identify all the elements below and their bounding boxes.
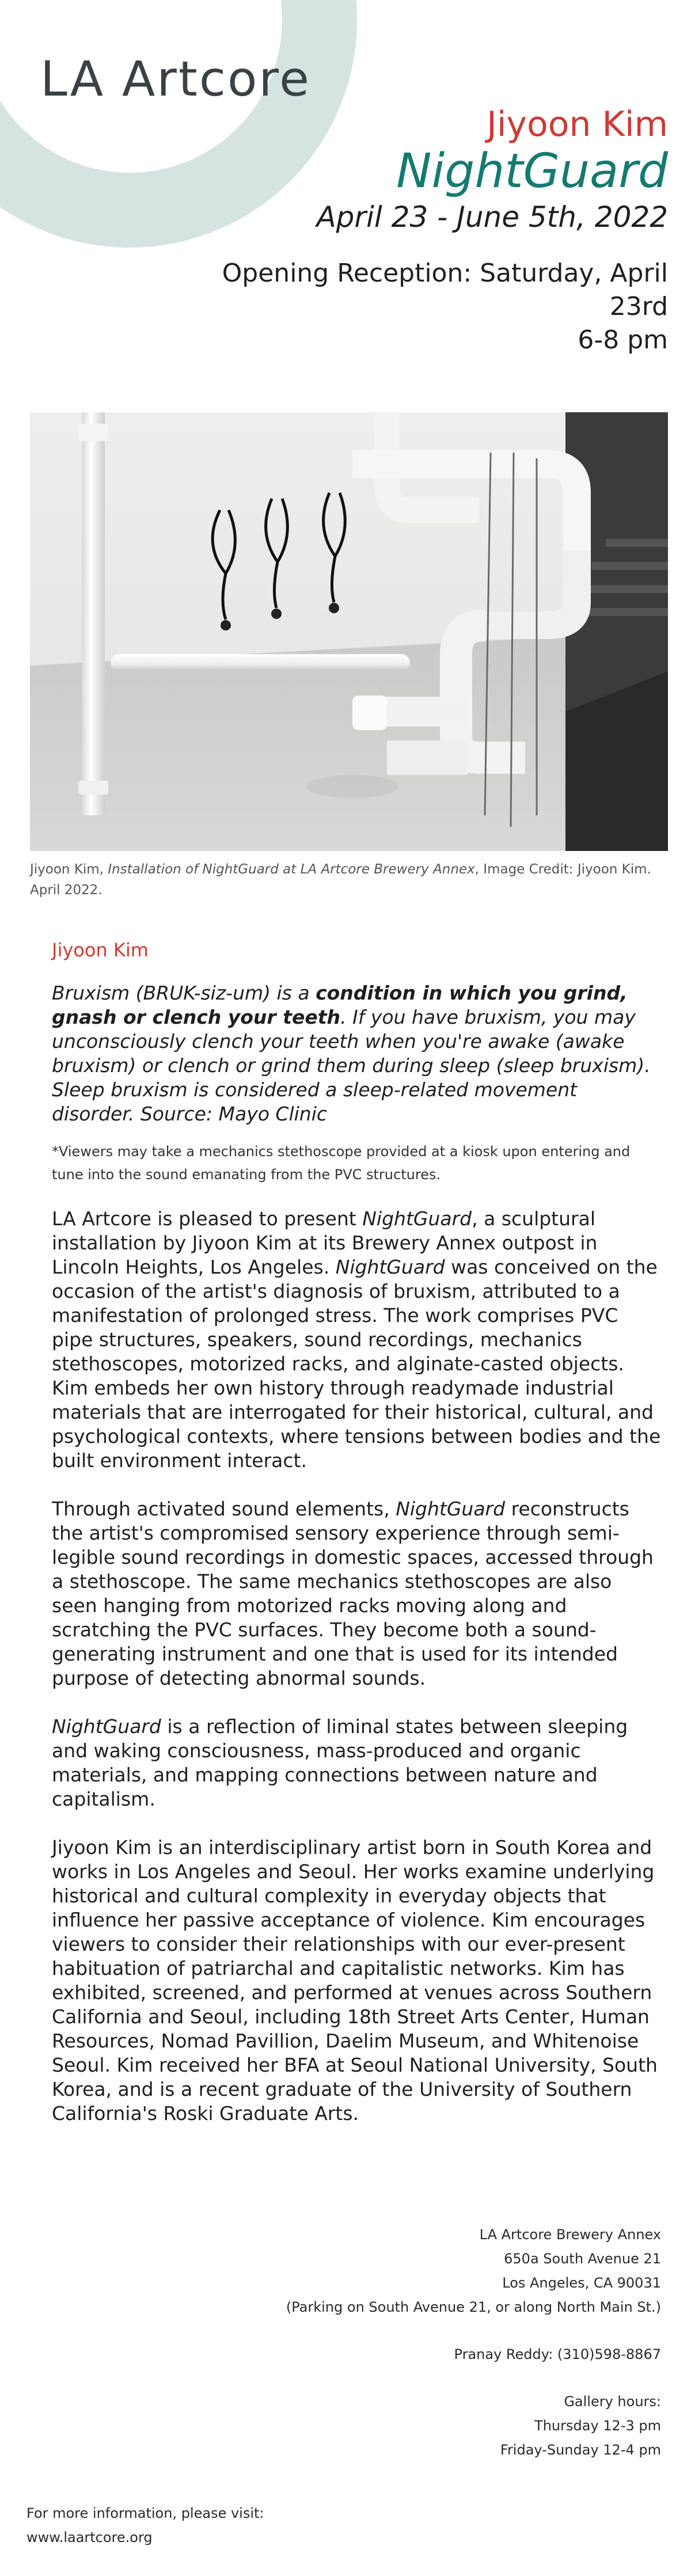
reception-time: 6-8 pm [578,325,668,355]
installation-photo-illustration [30,412,668,851]
p3-title: NightGuard [52,1715,161,1738]
gallery-logo: LA Artcore [40,51,311,107]
bruxism-text-2: . If you have bruxism, you may unconsciously clench your teeth when you're awake (awake bruxism) or clench or grind them during sleep (sleep bruxism). Sleep bruxism is considered a sleep-related movement disorder. Source: Mayo Clinic [52,1006,651,1125]
venue-city: Los Angeles, CA 90031 [502,2275,661,2291]
bruxism-bold: condition in which you grind, gnash or clench your teeth [52,982,628,1028]
p1-title-2: NightGuard [335,1256,445,1278]
image-caption [30,859,668,901]
paragraph-bio: Jiyoon Kim is an interdisciplinary artist born in South Korea and works in Los Angeles and Seoul. Her works examine underlying historical and cultural complexity in everyday objects that influence her passive acceptance of violence. Kim encourages viewers to consider their relationships with our ever-present habituation of patriarchal and capitalistic networks. Kim has exhibited, screened, and performed at venues across Southern California and Seoul, including 18th Street Arts Center, Human Resources, Nomad Pavillion, Daelim Museum, and Whitenoise Seoul. Kim received her BFA at Seoul National University, South Korea, and is a recent graduate of the University of Southern California's Roski Graduate Arts. [52,1836,658,2125]
reception-date: Opening Reception: Saturday, April 23rd [222,259,668,321]
exhibition-dates: April 23 - June 5th, 2022 [316,200,668,234]
press-release-body [52,937,662,2150]
parking-info: (Parking on South Avenue 21, or along North Main St.) [286,2299,661,2315]
caption-title: Installation of NightGuard at LA Artcore Brewery Annex [108,862,475,877]
p2-text-b: reconstructs the artist's compromised sensory experience through semi-legible sound recordings in domestic spaces, accessed through a stethoscope. The same mechanics stethoscopes are also seen hanging from motorized racks moving along and scratching the PVC surfaces. They become both a sound-generating instrument and one that is used for its intended purpose of detecting abnormal sounds. [52,1498,654,1689]
p1-title-1: NightGuard [362,1207,472,1230]
p3-text: is a reflection of liminal states between sleeping and waking consciousness, mass-produced and organic materials, and mapping connections between nature and capitalism. [52,1715,628,1810]
paragraph-intro [52,1207,662,1473]
venue-name: LA Artcore Brewery Annex [479,2227,661,2243]
artist-section-heading: Jiyoon Kim [52,939,149,961]
hours-weekend: Friday-Sunday 12-4 pm [500,2442,661,2458]
website-link[interactable]: www.laartcore.org [26,2529,153,2545]
contact-phone: Pranay Reddy: (310)598-8867 [454,2346,661,2362]
paragraph-reflection [52,1715,662,1811]
p2-text-a: Through activated sound elements, [52,1498,396,1520]
caption-source: , Image Credit: Jiyoon Kim. April 2022. [30,862,651,898]
p1-text-c: was conceived on the occasion of the artist's diagnosis of bruxism, attributed to a manifestation of prolonged stress. The work comprises PVC pipe structures, speakers, sound recordings, mechanics stethoscopes, motorized racks, and alginate-casted objects. Kim embeds her own history through readymade industrial materials that are interrogated for their historical, cultural, and psychological contexts, where tensions between bodies and the built environment interact. [52,1256,661,1472]
venue-street: 650a South Avenue 21 [504,2251,661,2267]
bruxism-definition [52,981,662,1126]
p1-text-a: LA Artcore is pleased to present [52,1207,363,1230]
caption-credit: Jiyoon Kim, [30,862,108,877]
exhibition-title: NightGuard [396,144,668,199]
viewer-note: *Viewers may take a mechanics stethoscope provided at a kiosk upon entering and tune into the sound emanating from the PVC structures. [52,1143,631,1183]
paragraph-sound [52,1497,662,1690]
exhibition-header [207,104,668,357]
artist-name: Jiyoon Kim [487,104,668,145]
bruxism-text-1: Bruxism (BRUK-siz-um) is a [52,982,316,1004]
p2-title: NightGuard [396,1498,506,1520]
opening-reception [207,257,668,357]
info-label: For more information, please visit: [26,2505,264,2521]
hours-thursday: Thursday 12-3 pm [534,2418,661,2434]
footer-info [26,2501,264,2550]
hours-label: Gallery hours: [564,2393,661,2410]
p1-text-b: , a sculptural installation by Jiyoon Kim at its Brewery Annex outpost in Lincoln Heights, Los Angeles. [52,1207,598,1278]
venue-contact [286,2222,661,2462]
installation-photo [30,412,668,851]
